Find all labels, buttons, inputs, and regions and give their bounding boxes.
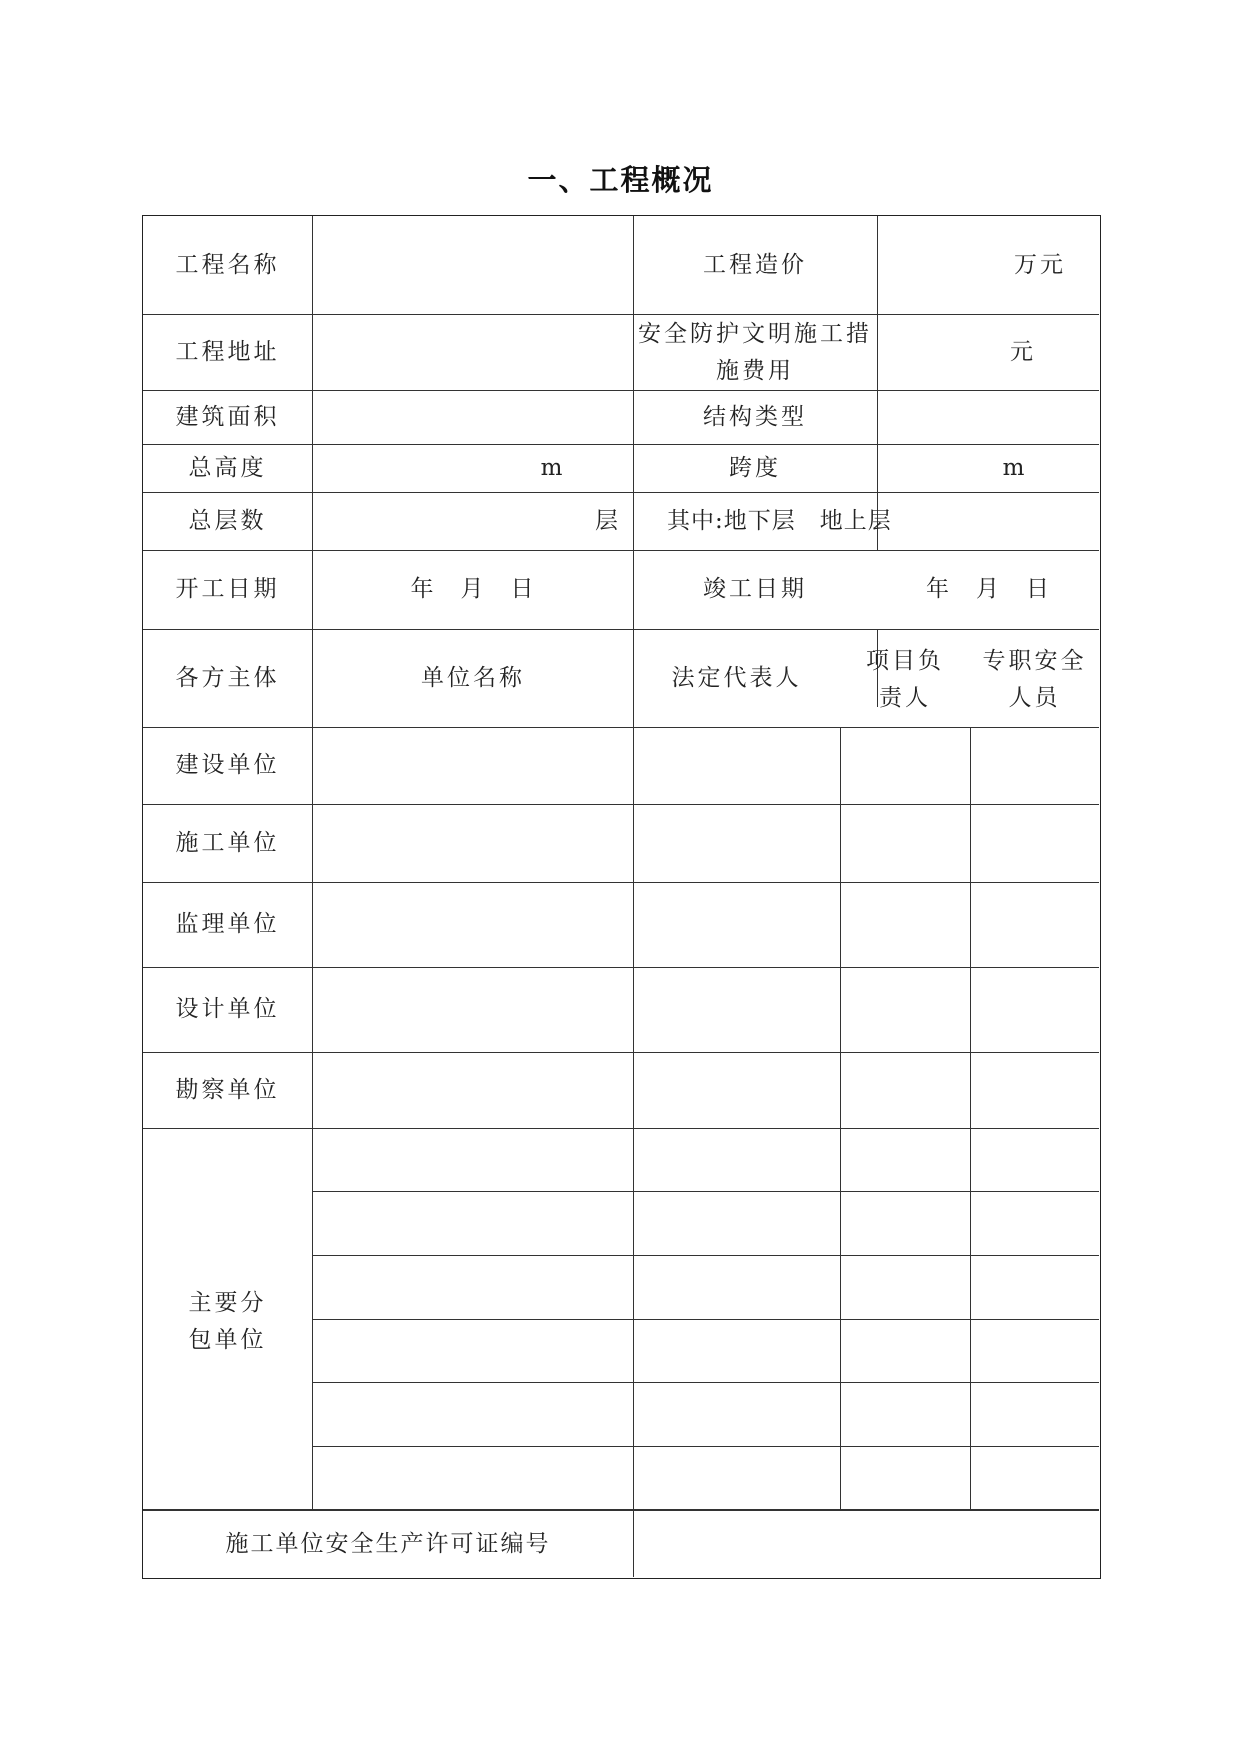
span-field[interactable]: [878, 444, 988, 492]
project-overview-form: [142, 215, 1101, 1579]
legal-rep-header: 法定代表人: [671, 664, 802, 691]
building-area-label: 建筑面积: [175, 403, 280, 430]
row-divider: [312, 1382, 1099, 1383]
start-date-label: 开工日期: [175, 576, 280, 602]
party-row-label-construction-owner: 建设单位: [175, 752, 280, 778]
page-title: 一、工程概况: [527, 163, 714, 197]
floors-text[interactable]: 层 其中:地下层 地上层: [595, 507, 892, 534]
safety-staff-header-line1: 专职安全: [982, 648, 1087, 674]
party-row-label-contractor: 施工单位: [175, 829, 280, 856]
safety-fee-label-line1: 安全防护文明施工措: [638, 321, 872, 347]
safety-permit-field[interactable]: [634, 1511, 1099, 1577]
safety-permit-label: 施工单位安全生产许可证编号: [225, 1530, 551, 1557]
structure-type-field[interactable]: [878, 390, 1099, 444]
completion-date-label: 竣工日期: [703, 576, 807, 602]
party-row-label-designer: 设计单位: [175, 996, 280, 1022]
row-divider: [143, 1128, 1099, 1129]
total-height-label: 总高度: [188, 454, 267, 481]
building-area-field[interactable]: [313, 390, 633, 444]
start-date-field[interactable]: 年 月 日: [410, 576, 536, 602]
subcontractor-label-line1: 主要分: [188, 1290, 267, 1316]
party-row-label-supervisor: 监理单位: [175, 911, 280, 937]
project-address-label: 工程地址: [175, 338, 280, 365]
column-divider: [840, 727, 841, 1509]
project-cost-unit: 万元: [1014, 251, 1066, 278]
project-address-field[interactable]: [313, 314, 633, 390]
row-divider: [312, 1446, 1099, 1447]
safety-fee-unit: 元: [1010, 338, 1036, 365]
safety-staff-header-line2: 人员: [1008, 685, 1061, 711]
column-divider: [970, 727, 971, 1509]
total-height-unit: m: [540, 454, 566, 481]
project-manager-header-line1: 项目负: [866, 648, 944, 674]
row-divider: [312, 1319, 1099, 1320]
party-row-label-surveyor: 勘察单位: [175, 1076, 280, 1103]
subcontractor-label-line2: 包单位: [188, 1327, 267, 1353]
project-manager-header-line2: 责人: [879, 685, 931, 711]
span-label: 跨度: [729, 454, 781, 481]
project-name-field[interactable]: [313, 216, 633, 314]
total-floors-label: 总层数: [188, 507, 267, 534]
project-cost-field[interactable]: [878, 216, 1018, 314]
row-divider: [312, 1191, 1099, 1192]
structure-type-label: 结构类型: [703, 403, 807, 430]
total-height-field[interactable]: [313, 444, 513, 492]
row-divider: [312, 1255, 1099, 1256]
span-unit: m: [1002, 454, 1028, 481]
unit-name-header: 单位名称: [421, 664, 525, 691]
completion-date-field[interactable]: 年 月 日: [926, 576, 1051, 602]
project-name-label: 工程名称: [175, 251, 280, 278]
parties-header-label: 各方主体: [175, 664, 280, 691]
project-cost-label: 工程造价: [703, 251, 807, 278]
safety-fee-label-line2: 施费用: [716, 358, 794, 384]
